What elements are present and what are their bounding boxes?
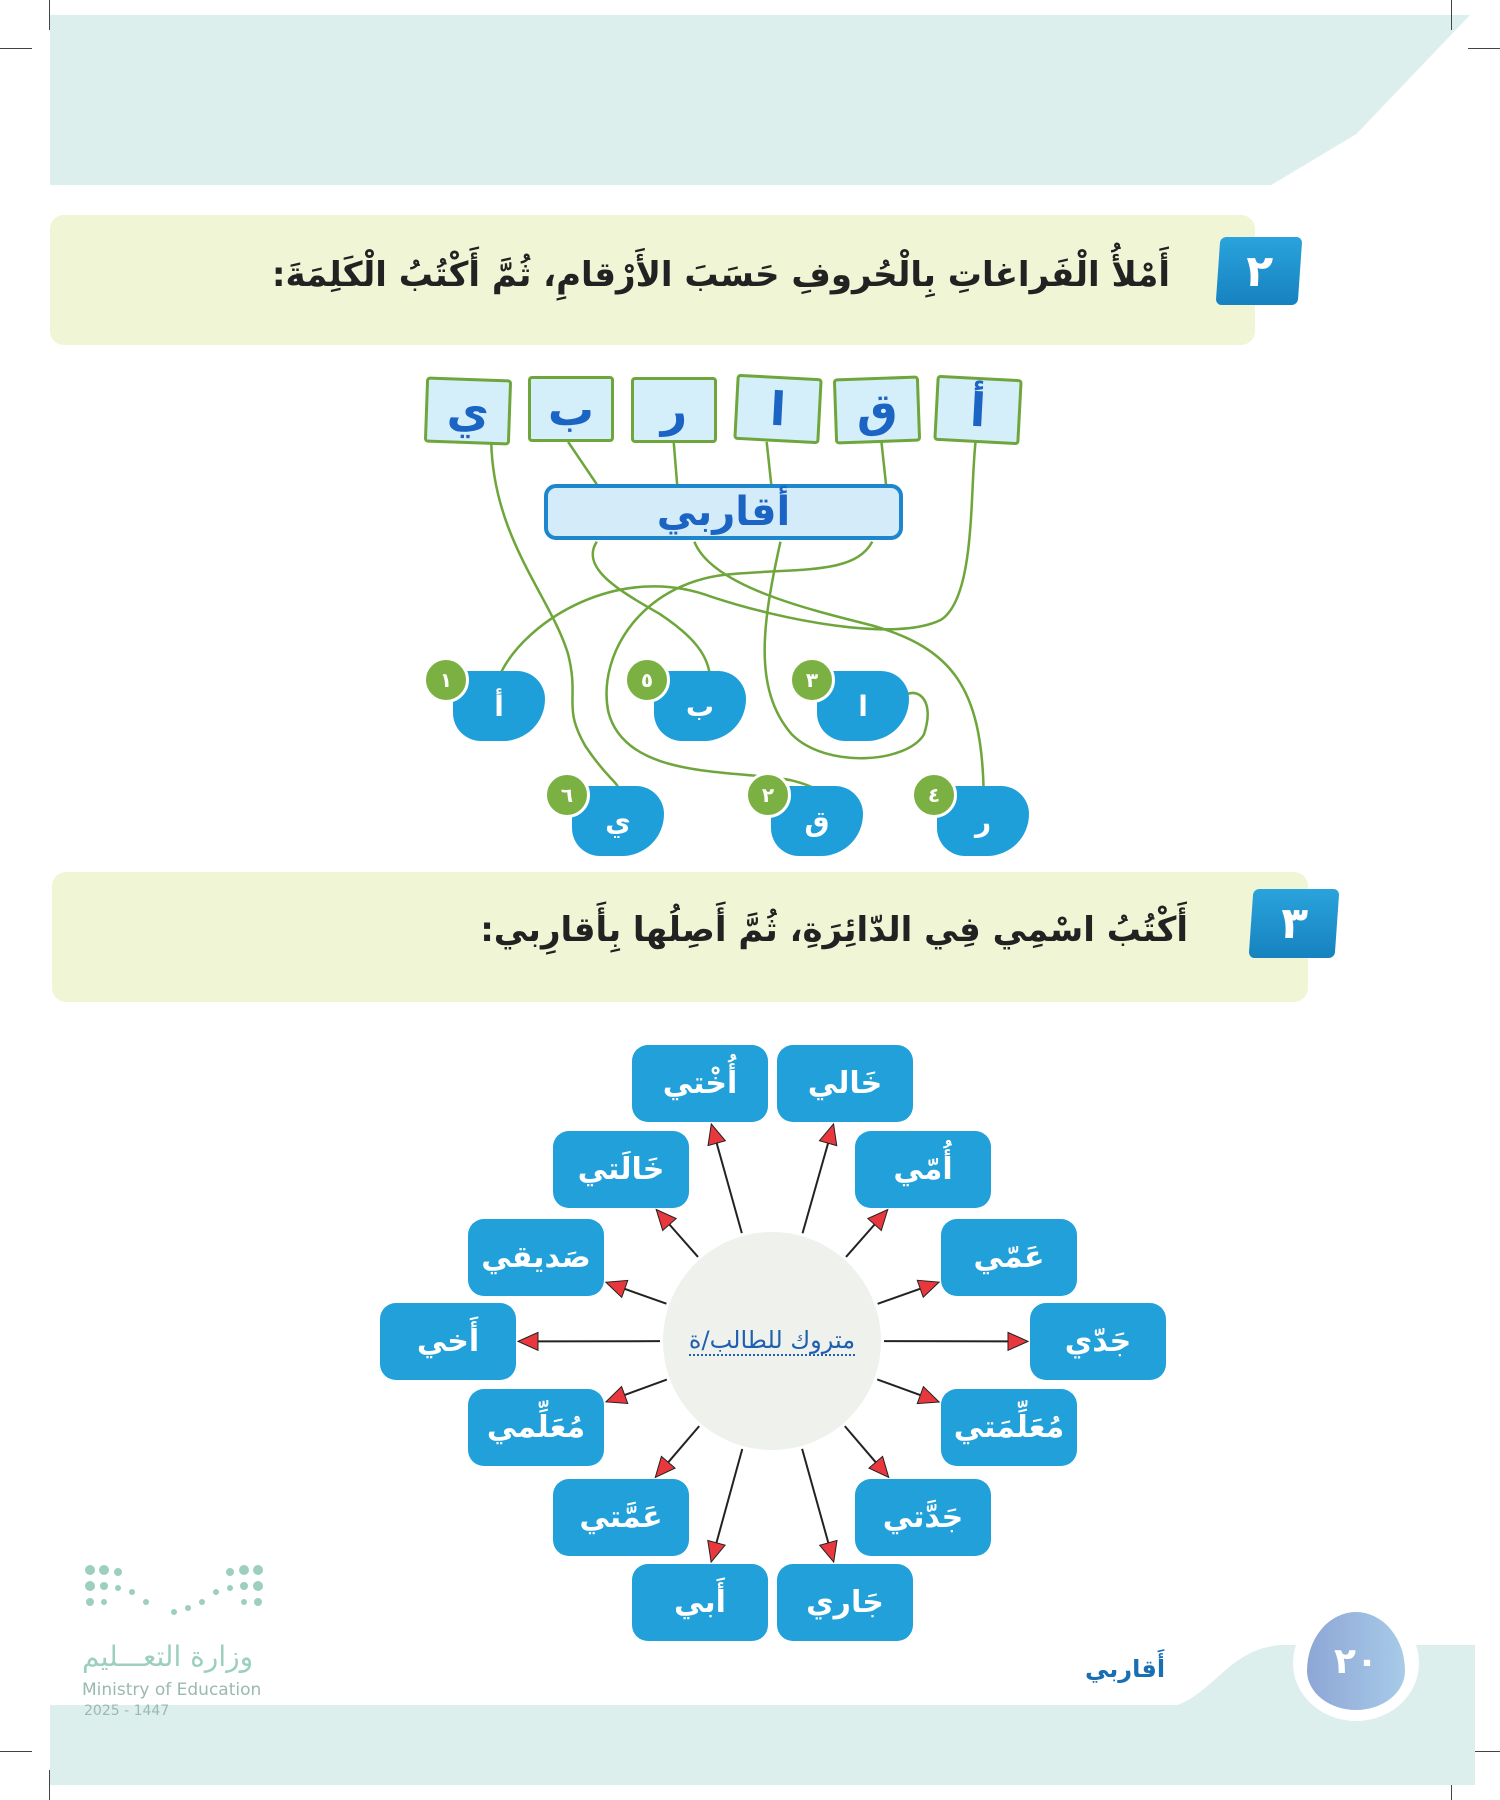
letter-drop: ق (771, 786, 863, 856)
number-badge: ٦ (544, 772, 590, 818)
ministry-name-en: Ministry of Education (82, 1680, 262, 1700)
number-badge: ٤ (911, 772, 957, 818)
ministry-name-ar: وزارة التعـــليم (82, 1640, 254, 1673)
relative-box: عَمّي (941, 1219, 1077, 1296)
relative-box: جَدّي (1030, 1303, 1166, 1380)
number-badge: ١ (423, 657, 469, 703)
answer-word-box[interactable]: أقاربي (544, 484, 903, 540)
arrow-line (716, 1141, 742, 1233)
exercise-3-instruction: أَكْتُبُ اسْمِي فِي الدّائِرَةِ، ثُمَّ أَصِلُها بِأَقارِبي: (480, 910, 1188, 950)
exercise-3-number: ٣ (1249, 889, 1340, 958)
relative-box: صَديقي (468, 1219, 604, 1296)
relative-box: مُعَلِّمي (468, 1389, 604, 1466)
arrow-line (877, 1379, 922, 1395)
letter-tile: ق (833, 376, 921, 445)
arrow-line (846, 1223, 876, 1257)
letter-tile: أ (933, 375, 1022, 445)
arrow-line (667, 1426, 699, 1464)
arrow-line (623, 1288, 667, 1303)
year-label: 2025 - 1447 (84, 1703, 170, 1719)
letter-drop: ا (817, 671, 909, 741)
relative-box: خَالي (777, 1045, 913, 1122)
arrow-line (878, 1288, 923, 1304)
letter-tile: ب (528, 376, 614, 442)
letter-tile: ر (631, 377, 717, 443)
arrow-line (716, 1449, 742, 1545)
relative-box: أُخْتي (632, 1045, 768, 1122)
arrow-line (668, 1223, 698, 1257)
arrow-head-icon (917, 1387, 939, 1404)
number-badge: ٥ (624, 657, 670, 703)
letter-drop: ي (572, 786, 664, 856)
ministry-logo-icon (82, 1562, 267, 1624)
letter-drop: أ (453, 671, 545, 741)
arrow-head-icon (917, 1280, 939, 1297)
arrow-head-icon (819, 1124, 836, 1146)
name-circle[interactable] (663, 1232, 881, 1450)
exercise-2-number: ٢ (1216, 237, 1303, 305)
letter-tile: ي (424, 377, 512, 446)
number-badge: ٢ (745, 772, 791, 818)
footer-band (50, 1705, 1475, 1785)
letter-drop: ب (654, 671, 746, 741)
relative-box: جَدَّتي (855, 1479, 991, 1556)
arrow-line (845, 1426, 877, 1464)
arrow-line (623, 1380, 667, 1396)
arrow-head-icon (869, 1456, 889, 1477)
relative-box: جَاري (777, 1564, 913, 1641)
arrow-head-icon (708, 1124, 725, 1146)
arrow-head-icon (1008, 1332, 1028, 1350)
page-number: ٢٠ (1307, 1612, 1405, 1710)
relative-box: عَمَّتي (553, 1479, 689, 1556)
arrow-line (802, 1449, 829, 1545)
unit-title: أَقاربي (1085, 1655, 1166, 1683)
arrow-head-icon (518, 1332, 538, 1350)
relative-box: خَالَتي (553, 1131, 689, 1208)
relative-box: أُمّي (855, 1131, 991, 1208)
arrow-line (803, 1141, 829, 1233)
arrow-head-icon (606, 1280, 628, 1297)
letter-tile: ا (733, 374, 822, 444)
arrow-head-icon (606, 1387, 628, 1404)
letter-drop: ر (937, 786, 1029, 856)
arrow-head-icon (708, 1540, 725, 1562)
exercise-2-instruction: أَمْلأُ الْفَراغاتِ بِالْحُروفِ حَسَبَ الأَرْقامِ، ثُمَّ أَكْتُبُ الْكَلِمَةَ: (271, 255, 1170, 295)
arrow-head-icon (655, 1456, 675, 1477)
number-badge: ٣ (789, 657, 835, 703)
center-text: متروك للطالب/ة (688, 1326, 856, 1354)
relative-box: مُعَلِّمَتي (941, 1389, 1077, 1466)
relative-box: أَبي (632, 1564, 768, 1641)
relative-box: أَخي (380, 1303, 516, 1380)
arrow-head-icon (820, 1540, 837, 1562)
